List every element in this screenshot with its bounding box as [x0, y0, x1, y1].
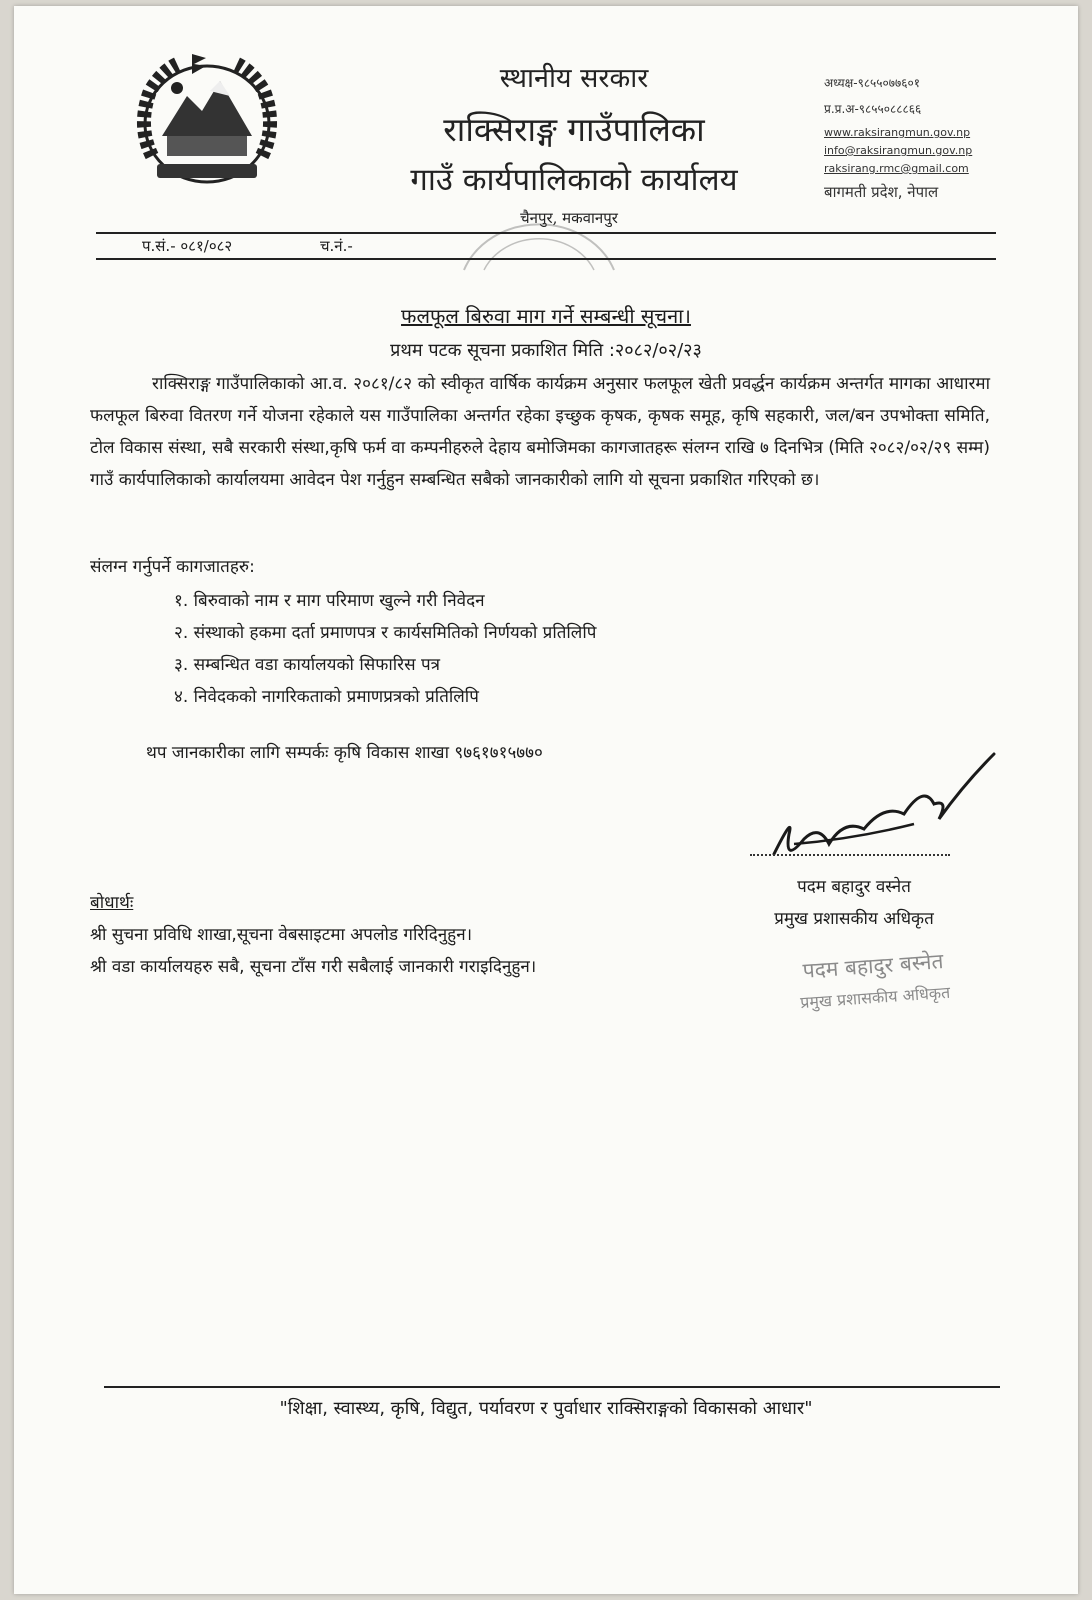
- header-divider-bottom: [96, 258, 996, 260]
- header-divider-top: [96, 232, 996, 234]
- letter-sheet: [14, 6, 1078, 1594]
- signature-dotted-line: [750, 854, 950, 856]
- attachment-item: २. संस्थाको हकमा दर्ता प्रमाणपत्र र कार्यसमितिको निर्णयको प्रतिलिपि: [174, 623, 597, 643]
- signer-designation: प्रमुख प्रशासकीय अधिकृत: [774, 909, 934, 929]
- contact-province: बागमती प्रदेश, नेपाल: [824, 183, 939, 201]
- contact-phone-cao: प्र.प्र.अ-९८५५०८८८६६: [824, 102, 922, 116]
- contact-email-link-gmail[interactable]: raksirang.rmc@gmail.com: [824, 162, 969, 175]
- footer-motto: "शिक्षा, स्वास्थ्य, कृषि, विद्युत, पर्यावरण र पुर्वाधार राक्सिराङ्गको विकासको आधार": [279, 1398, 813, 1419]
- attachment-item: ३. सम्बन्धित वडा कार्यालयको सिफारिस पत्र: [174, 655, 441, 675]
- name-stamp: [772, 945, 975, 1015]
- header-address: चैनपुर, मकवानपुर: [520, 209, 618, 227]
- attachment-item: १. बिरुवाको नाम र माग परिमाण खुल्ने गरी निवेदन: [174, 591, 485, 611]
- ref-patra-sankhya: प.सं.- ०८१/०८२: [142, 237, 233, 255]
- signer-name: पदम बहादुर वस्नेत: [797, 877, 911, 897]
- notice-title: फलफूल बिरुवा माग गर्ने सम्बन्धी सूचना।: [401, 304, 691, 328]
- nepal-emblem-icon: [122, 36, 292, 196]
- cc-heading: बोधार्थः: [90, 893, 134, 913]
- contact-phone-chair: अध्यक्ष-९८५५०७७६०१: [824, 76, 920, 90]
- contact-email-link-info[interactable]: info@raksirangmun.gov.np: [824, 144, 973, 157]
- stamp-designation-text: प्रमुख प्रशासकीय अधिकृत: [799, 982, 951, 1013]
- stamp-name-text: पदम बहादुर बस्नेत: [801, 949, 945, 983]
- notice-published-date: प्रथम पटक सूचना प्रकाशित मिति :२०८२/०२/२३: [390, 340, 702, 361]
- ref-chalani-number: च.नं.-: [320, 237, 353, 255]
- header-office: गाउँ कार्यपालिकाको कार्यालय: [410, 162, 738, 198]
- notice-body: राक्सिराङ्ग गाउँपालिकाको आ.व. २०८१/८२ को स्वीकृत वार्षिक कार्यक्रम अनुसार फलफूल खेती प्रवर्द्धन कार्यक्रम अन्तर्गत मागका आधारमा फलफूल बिरुवा वितरण गर्ने योजना रहेकाले यस गाउँपालिका अन्तर्गत रहेका इच्छुक कृषक, कृषक समूह, कृषि सहकारी, जल/बन उपभोक्ता समिति, टोल विकास संस्था, सबै सरकारी संस्था,कृषि फर्म वा कम्पनीहरुले देहाय बमोजिमका कागजातहरू संलग्न राखि ७ दिनभित्र (मिति २०८२/०२/२९ सम्म) गाउँ कार्यपालिकाको कार्यालयमा आवेदन पेश गर्नुहुन सम्बन्धित सबैको जानकारीको लागि यो सूचना प्रकाशित गरिएको छ।: [90, 374, 990, 490]
- contact-info-line: थप जानकारीका लागि सम्पर्कः कृषि विकास शाखा ९७६१७१५७७०: [146, 743, 543, 763]
- contact-website-link[interactable]: www.raksirangmun.gov.np: [824, 126, 971, 139]
- cc-line: श्री सुचना प्रविधि शाखा,सूचना वेबसाइटमा अपलोड गरिदिनुहुन।: [90, 925, 473, 945]
- footer-divider: [104, 1386, 1000, 1388]
- header-municipality: राक्सिराङ्ग गाउँपालिका: [443, 110, 705, 149]
- cc-line: श्री वडा कार्यालयहरु सबै, सूचना टाँस गरी सबैलाई जानकारी गराइदिनुहुन।: [90, 957, 537, 977]
- header-local-govt: स्थानीय सरकार: [499, 63, 649, 94]
- attachments-heading: संलग्न गर्नुपर्ने कागजातहरु:: [90, 557, 255, 577]
- attachment-item: ४. निवेदकको नागरिकताको प्रमाणप्रत्रको प्रतिलिपि: [174, 687, 479, 707]
